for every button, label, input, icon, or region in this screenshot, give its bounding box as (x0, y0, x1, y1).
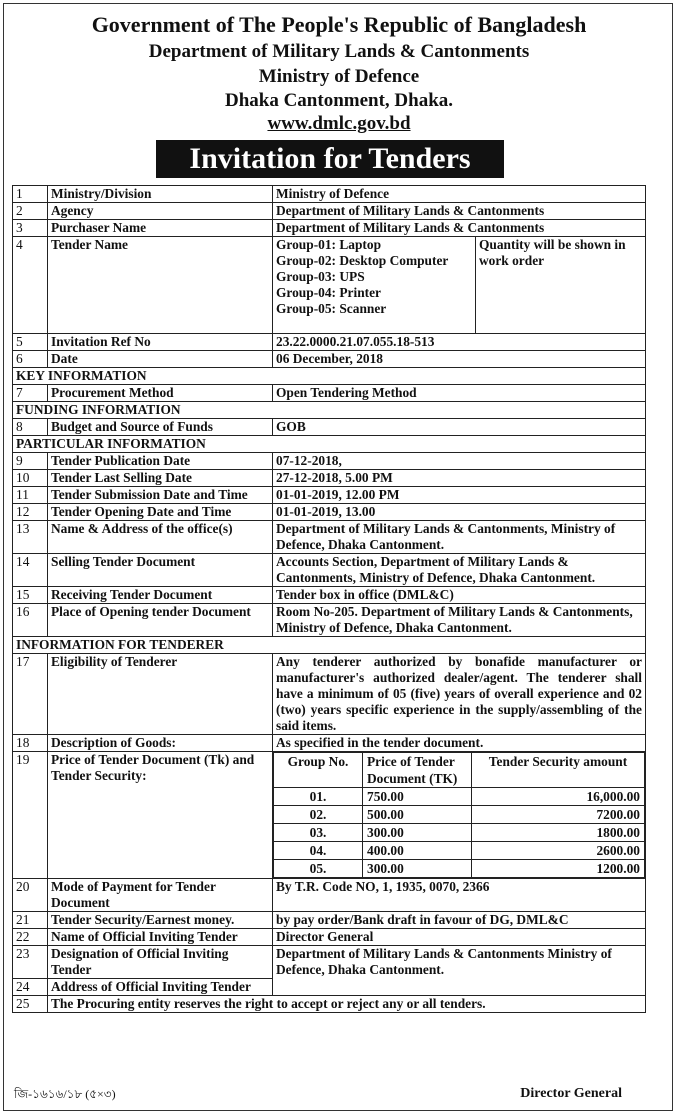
group-no: 05. (274, 860, 363, 878)
row-label: Name & Address of the office(s) (48, 521, 273, 554)
row-value: Accounts Section, Department of Military Lands & Cantonments, Ministry of Defence, Dhaka Cantonment. (273, 554, 646, 587)
row-value: 23.22.0000.21.07.055.18-513 (273, 334, 646, 351)
table-row (13, 752, 646, 879)
header-group-no: Group No. (274, 753, 363, 788)
table-row (13, 351, 646, 368)
header-government: Government of The People's Republic of Bangladesh (91, 12, 587, 37)
row-label: Tender Security/Earnest money. (48, 912, 273, 929)
closing-statement: The Procuring entity reserves the right to accept or reject any or all tenders. (48, 996, 646, 1013)
table-row (13, 587, 646, 604)
row-label: Address of Official Inviting Tender (48, 979, 273, 996)
table-row (13, 521, 646, 554)
document-price: 400.00 (363, 842, 472, 860)
tender-group: Group-01: Laptop (276, 237, 382, 252)
row-number: 11 (13, 487, 48, 504)
row-number: 20 (13, 879, 48, 912)
section-row (13, 368, 646, 385)
row-label: Tender Publication Date (48, 453, 273, 470)
security-amount: 1200.00 (472, 860, 645, 878)
row-value: Department of Military Lands & Cantonments (273, 203, 646, 220)
tender-table (12, 185, 646, 1013)
website-link[interactable]: www.dmlc.gov.bd (267, 113, 411, 134)
page-title: Invitation for Tenders (156, 140, 504, 178)
section-heading: FUNDING INFORMATION (13, 402, 646, 419)
row-number: 19 (13, 752, 48, 879)
header-website-line (0, 113, 678, 135)
table-row (13, 203, 646, 220)
security-amount: 2600.00 (472, 842, 645, 860)
table-row (13, 735, 646, 752)
row-number: 13 (13, 521, 48, 554)
table-row (13, 470, 646, 487)
header-ministry: Ministry of Defence (258, 66, 420, 87)
row-number: 10 (13, 470, 48, 487)
group-no: 02. (274, 806, 363, 824)
row-value: Any tenderer authorized by bonafide manufacturer or manufacturer's authorized dealer/agent. The tenderer shall have a minimum of 05 (five) years of overall experience and 02 (two) years specific experience in the supply/assembling of the said items. (273, 654, 646, 735)
row-number: 1 (13, 186, 48, 203)
row-value: Department of Military Lands & Cantonments, Ministry of Defence, Dhaka Cantonment. (273, 521, 646, 554)
signature-title: Director General (520, 1086, 622, 1101)
row-label: Tender Name (48, 237, 273, 334)
group-no: 04. (274, 842, 363, 860)
table-row (13, 419, 646, 436)
table-row (13, 929, 646, 946)
security-amount: 16,000.00 (472, 788, 645, 806)
row-number: 22 (13, 929, 48, 946)
row-value: As specified in the tender document. (273, 735, 646, 752)
row-value: Director General (273, 929, 646, 946)
row-number: 24 (13, 979, 48, 996)
row-label: Purchaser Name (48, 220, 273, 237)
table-row (13, 604, 646, 637)
row-number: 2 (13, 203, 48, 220)
security-table-header (274, 753, 645, 788)
security-table-cell (273, 752, 646, 879)
row-label: Name of Official Inviting Tender (48, 929, 273, 946)
row-label: Designation of Official Inviting Tender (48, 946, 273, 979)
document-price: 500.00 (363, 806, 472, 824)
row-value: By T.R. Code NO, 1, 1935, 0070, 2366 (273, 879, 646, 912)
tender-group: Group-03: UPS (276, 269, 365, 284)
header-location: Dhaka Cantonment, Dhaka. (224, 90, 454, 111)
table-row (13, 487, 646, 504)
security-amount: 7200.00 (472, 806, 645, 824)
table-row (13, 334, 646, 351)
section-heading: PARTICULAR INFORMATION (13, 436, 646, 453)
row-number: 12 (13, 504, 48, 521)
row-number: 21 (13, 912, 48, 929)
quantity-note: Quantity will be shown in work order (476, 237, 646, 334)
table-row (13, 946, 646, 979)
row-value: 07-12-2018, (273, 453, 646, 470)
row-label: Tender Last Selling Date (48, 470, 273, 487)
row-label: Ministry/Division (48, 186, 273, 203)
security-row (274, 806, 645, 824)
document-code: জি-১৬১৬/১৮ (৫×৩) (14, 1087, 116, 1101)
row-value: Ministry of Defence (273, 186, 646, 203)
row-value: 01-01-2019, 13.00 (273, 504, 646, 521)
header-security: Tender Security amount (472, 753, 645, 788)
table-row (13, 554, 646, 587)
row-number: 14 (13, 554, 48, 587)
row-number: 5 (13, 334, 48, 351)
tender-group: Group-04: Printer (276, 285, 381, 300)
row-value: 01-01-2019, 12.00 PM (273, 487, 646, 504)
row-number: 8 (13, 419, 48, 436)
row-number: 16 (13, 604, 48, 637)
row-label: Tender Opening Date and Time (48, 504, 273, 521)
section-row (13, 637, 646, 654)
row-number: 25 (13, 996, 48, 1013)
group-no: 01. (274, 788, 363, 806)
document-price: 300.00 (363, 824, 472, 842)
table-row (13, 879, 646, 912)
section-row (13, 402, 646, 419)
group-no: 03. (274, 824, 363, 842)
row-value: Tender box in office (DML&C) (273, 587, 646, 604)
security-row (274, 824, 645, 842)
row-number: 7 (13, 385, 48, 402)
row-number: 17 (13, 654, 48, 735)
row-number: 15 (13, 587, 48, 604)
row-label: Mode of Payment for Tender Document (48, 879, 273, 912)
table-row (13, 504, 646, 521)
row-label: Invitation Ref No (48, 334, 273, 351)
row-label: Tender Submission Date and Time (48, 487, 273, 504)
row-number: 23 (13, 946, 48, 979)
row-number: 6 (13, 351, 48, 368)
tender-group: Group-05: Scanner (276, 301, 387, 316)
row-label: Eligibility of Tenderer (48, 654, 273, 735)
tender-groups (273, 237, 476, 334)
row-label: Place of Opening tender Document (48, 604, 273, 637)
row-value: Department of Military Lands & Cantonments Ministry of Defence, Dhaka Cantonment. (273, 946, 646, 996)
table-row (13, 912, 646, 929)
section-heading: KEY INFORMATION (13, 368, 646, 385)
table-row (13, 220, 646, 237)
header-price: Price of Tender Document (TK) (363, 753, 472, 788)
row-value: Open Tendering Method (273, 385, 646, 402)
table-row (13, 237, 646, 334)
row-number: 3 (13, 220, 48, 237)
table-row (13, 453, 646, 470)
security-amount: 1800.00 (472, 824, 645, 842)
table-row (13, 654, 646, 735)
security-row (274, 860, 645, 878)
row-number: 18 (13, 735, 48, 752)
security-table (273, 752, 645, 878)
section-heading: INFORMATION FOR TENDERER (13, 637, 646, 654)
document-price: 300.00 (363, 860, 472, 878)
tender-group: Group-02: Desktop Computer (276, 253, 449, 268)
row-label: Price of Tender Document (Tk) and Tender Security: (48, 752, 273, 879)
row-value: GOB (273, 419, 646, 436)
row-number: 4 (13, 237, 48, 334)
row-label: Procurement Method (48, 385, 273, 402)
row-value: 06 December, 2018 (273, 351, 646, 368)
row-label: Budget and Source of Funds (48, 419, 273, 436)
section-row (13, 436, 646, 453)
row-value: by pay order/Bank draft in favour of DG, DML&C (273, 912, 646, 929)
row-value: 27-12-2018, 5.00 PM (273, 470, 646, 487)
row-label: Description of Goods: (48, 735, 273, 752)
table-row (13, 996, 646, 1013)
table-row (13, 186, 646, 203)
row-label: Receiving Tender Document (48, 587, 273, 604)
row-value: Department of Military Lands & Cantonments (273, 220, 646, 237)
security-row (274, 788, 645, 806)
row-label: Selling Tender Document (48, 554, 273, 587)
row-value: Room No-205. Department of Military Lands & Cantonments, Ministry of Defence, Dhaka Cantonment. (273, 604, 646, 637)
header-department: Department of Military Lands & Cantonments (148, 41, 530, 62)
security-row (274, 842, 645, 860)
row-number: 9 (13, 453, 48, 470)
table-row (13, 385, 646, 402)
row-label: Agency (48, 203, 273, 220)
document-price: 750.00 (363, 788, 472, 806)
row-label: Date (48, 351, 273, 368)
